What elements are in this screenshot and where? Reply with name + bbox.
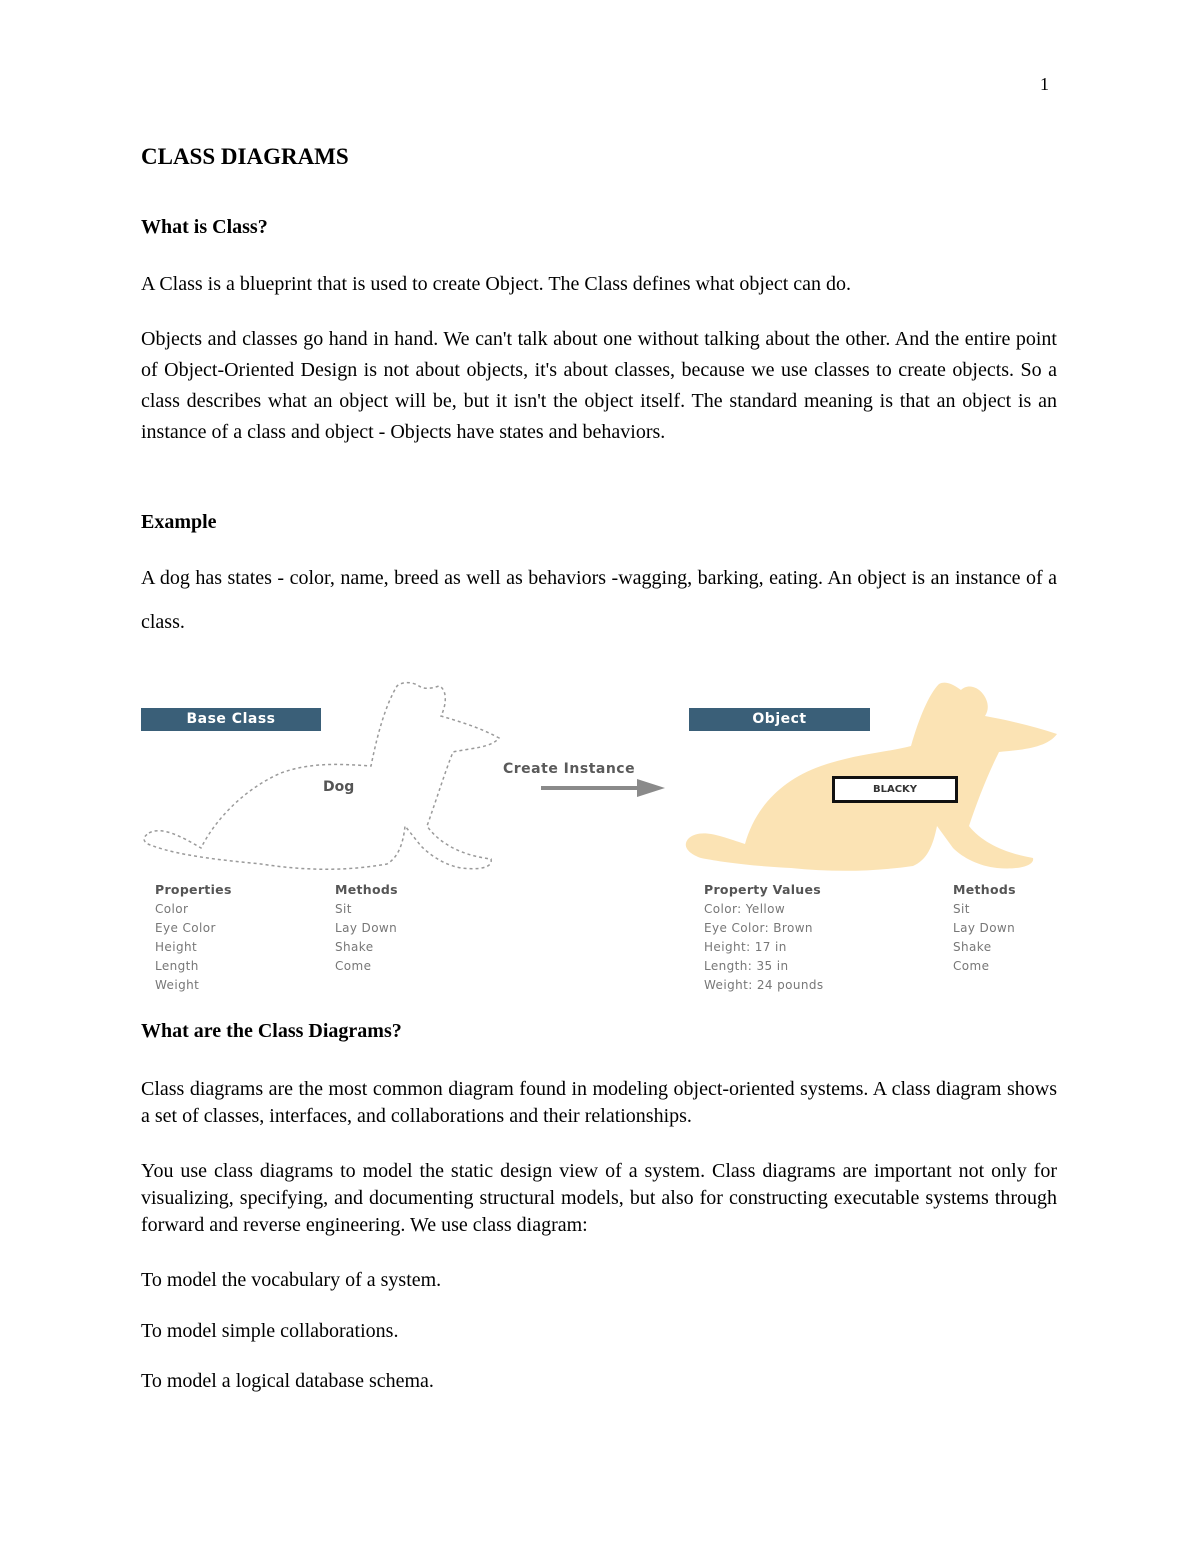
property-value-item: Height: 17 in	[704, 940, 787, 954]
method-item: Lay Down	[335, 921, 398, 935]
method-item: Shake	[335, 940, 374, 954]
method-item: Shake	[953, 940, 992, 954]
properties-heading: Properties	[155, 882, 232, 897]
methods-heading: Methods	[953, 882, 1016, 897]
method-item: Sit	[335, 902, 352, 916]
create-instance-label: Create Instance	[503, 761, 636, 777]
paragraph-class-definition: A Class is a blueprint that is used to create Object. The Class defines what object can do.	[141, 273, 852, 295]
class-object-figure	[141, 676, 1059, 1000]
method-item: Come	[335, 959, 372, 973]
object-tag: Object	[689, 708, 870, 731]
property-item: Length	[155, 959, 199, 973]
property-values-column	[704, 882, 824, 995]
property-item: Height	[155, 940, 198, 954]
paragraph-dog-example: A dog has states - color, name, breed as well as behaviors -wagging, barking, eating. An object is an instance of a class.	[141, 567, 1057, 633]
paragraph-class-diagrams-definition: Class diagrams are the most common diagram found in modeling object-oriented systems. A class diagram shows a set of classes, interfaces, and collaborations and their relationships.	[141, 1078, 1057, 1127]
property-value-item: Color: Yellow	[704, 902, 786, 916]
method-item: Lay Down	[953, 921, 1016, 935]
property-item: Weight	[155, 978, 200, 992]
heading-example: Example	[141, 511, 217, 533]
methods-column-left	[335, 882, 398, 976]
methods-column-right	[953, 882, 1016, 976]
list-item-database-schema: To model a logical database schema.	[141, 1370, 434, 1392]
dog-name-tag: BLACKY	[832, 776, 958, 803]
property-item: Eye Color	[155, 921, 216, 935]
heading-what-is-class: What is Class?	[141, 216, 268, 238]
methods-heading: Methods	[335, 882, 398, 897]
properties-column	[155, 882, 232, 995]
heading-class-diagrams: What are the Class Diagrams?	[141, 1020, 402, 1042]
paragraph-class-diagrams-usage: You use class diagrams to model the static design view of a system. Class diagrams are important not only for visualizing, specifying, and documenting structural models, but also for constructing executable systems through forward and reverse engineering. We use class diagram:	[141, 1160, 1057, 1236]
create-instance-arrow-head	[637, 779, 665, 797]
list-item-vocabulary: To model the vocabulary of a system.	[141, 1269, 442, 1291]
page-number: 1	[1040, 74, 1049, 94]
dog-label: Dog	[323, 779, 355, 795]
property-value-item: Length: 35 in	[704, 959, 789, 973]
method-item: Come	[953, 959, 990, 973]
property-item: Color	[155, 902, 189, 916]
method-item: Sit	[953, 902, 970, 916]
paragraph-objects-and-classes: Objects and classes go hand in hand. We can't talk about one without talking about the other. And the entire point of Object-Oriented Design is not about objects, it's about classes, because we use classes to create objects. So a class describes what an object will be, but it isn't the object itself. The standard meaning is that an object is an instance of a class and object - Objects have states and behaviors.	[141, 328, 1057, 443]
base-class-tag: Base Class	[141, 708, 321, 731]
property-value-item: Weight: 24 pounds	[704, 978, 824, 992]
property-value-item: Eye Color: Brown	[704, 921, 813, 935]
list-item-collaborations: To model simple collaborations.	[141, 1320, 399, 1342]
property-values-heading: Property Values	[704, 882, 822, 897]
page-title: CLASS DIAGRAMS	[141, 144, 349, 169]
